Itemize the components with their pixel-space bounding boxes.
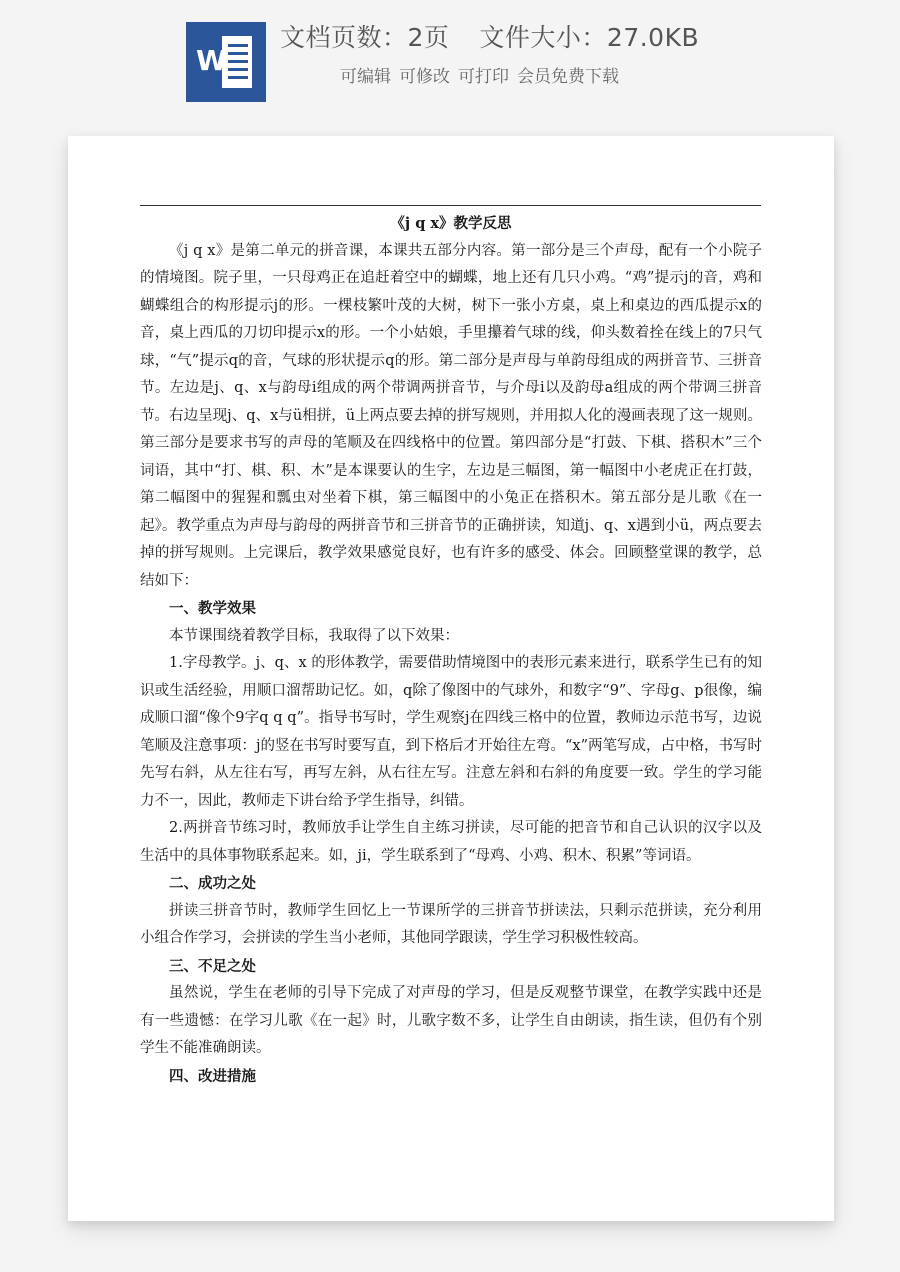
- word-letter: W: [196, 44, 227, 77]
- word-document-icon: [186, 22, 266, 102]
- document-line: [228, 76, 248, 79]
- feature-modifiable: 可修改: [399, 67, 450, 87]
- paragraph: 1.字母教学。j、q、x 的形体教学，需要借助情境图中的表形元素来进行，联系学生已有的知识或生活经验，用顺口溜帮助记忆。如，q除了像图中的气球外，和数字“9”、字母g、p很像，编成顺口溜“像个9字q q q”。指导书写时，学生观察j在四线三格中的位置，教师边示范书写，边说笔顺及注意事项：j的竖在书写时要写直，到下格后才开始往左弯。“x”两笔写成，占中格，书写时先写右斜，从左往右写，再写左斜，从右往左写。注意左斜和右斜的角度要一致。学生的学习能力不一，因此，教师走下讲台给予学生指导，纠错。: [140, 655, 762, 809]
- paragraph: 拼读三拼音节时，教师学生回忆上一节课所学的三拼音节拼读法，只剩示范拼读，充分利用小组合作学习，会拼读的学生当小老师，其他同学跟读，学生学习积极性较高。: [140, 902, 762, 946]
- section-heading-shortcomings: 三、不足之处: [169, 957, 256, 975]
- section-heading-success: 二、成功之处: [169, 875, 256, 892]
- paragraph: 虽然说，学生在老师的引导下完成了对声母的学习，但是反观整节课堂，在教学实践中还是有一些遗憾：在学习儿歌《在一起》时，儿歌字数不多，让学生自由朗读，指生读，但仍有个别学生不能准确朗读。: [140, 985, 762, 1056]
- file-info-header: [280, 20, 740, 90]
- document-line: [228, 52, 248, 55]
- document-line: [228, 68, 248, 71]
- paragraph: 2.两拼音节练习时，教师放手让学生自主练习拼读，尽可能的把音节和自己认识的汉字以及生活中的具体事物联系起来。如，ji，学生联系到了“母鸡、小鸡、积木、积累”等词语。: [140, 820, 762, 864]
- section-heading-improvements: 四、改进措施: [169, 1067, 256, 1085]
- file-size: 文件大小：27.0KB: [479, 23, 700, 52]
- header-rule: [140, 205, 761, 206]
- feature-printable: 可打印: [458, 67, 509, 87]
- document-line: [228, 60, 248, 63]
- document-line: [228, 44, 248, 47]
- paragraph: 本节课围绕着教学目标，我取得了以下效果：: [169, 627, 459, 644]
- file-stats: [280, 20, 740, 56]
- page-count: 文档页数：2页: [280, 23, 450, 52]
- feature-editable: 可编辑: [340, 67, 391, 87]
- intro-paragraph: 《j q x》是第二单元的拼音课，本课共五部分内容。第一部分是三个声母，配有一个小院子的情境图。院子里，一只母鸡正在追赶着空中的蝴蝶，地上还有几只小鸡。“鸡”提示j的音，鸡和蝴蝶组合的构形提示j的形。一棵枝繁叶茂的大树，树下一张小方桌，桌上和桌边的西瓜提示x的音，桌上西瓜的刀切印提示x的形。一个小姑娘，手里攥着气球的线，仰头数着拴在线上的7只气球，“气”提示q的音，气球的形状提示q的形。第二部分是声母与单韵母组成的两拼音节、三拼音节。左边是j、q、x与韵母i组成的两个带调两拼音节，与介母i以及韵母a组成的两个带调三拼音节。右边呈现j、q、x与ü相拼，ü上两点要去掉的拼写规则，并用拟人化的漫画表现了这一规则。第三部分是要求书写的声母的笔顺及在四线格中的位置。第四部分是“打鼓、下棋、搭积木”三个词语，其中“打、棋、积、木”是本课要认的生字，左边是三幅图，第一幅图中小老虎正在打鼓，第二幅图中的猩猩和瓢虫对坐着下棋，第三幅图中的小兔正在搭积木。第五部分是儿歌《在一起》。教学重点为声母与韵母的两拼音节和三拼音节的正确拼读，知道j、q、x遇到小ü，两点要去掉的拼写规则。上完课后，教学效果感觉良好，也有许多的感受、体会。回顾整堂课的教学，总结如下：: [140, 242, 762, 589]
- feature-list: [280, 64, 740, 90]
- feature-member-download: 会员免费下载: [517, 67, 619, 87]
- document-page: [68, 136, 834, 1221]
- document-body: [140, 210, 762, 1090]
- section-heading-teaching-effect: 一、教学效果: [169, 600, 256, 617]
- document-title: 《j q x》教学反思: [390, 215, 512, 232]
